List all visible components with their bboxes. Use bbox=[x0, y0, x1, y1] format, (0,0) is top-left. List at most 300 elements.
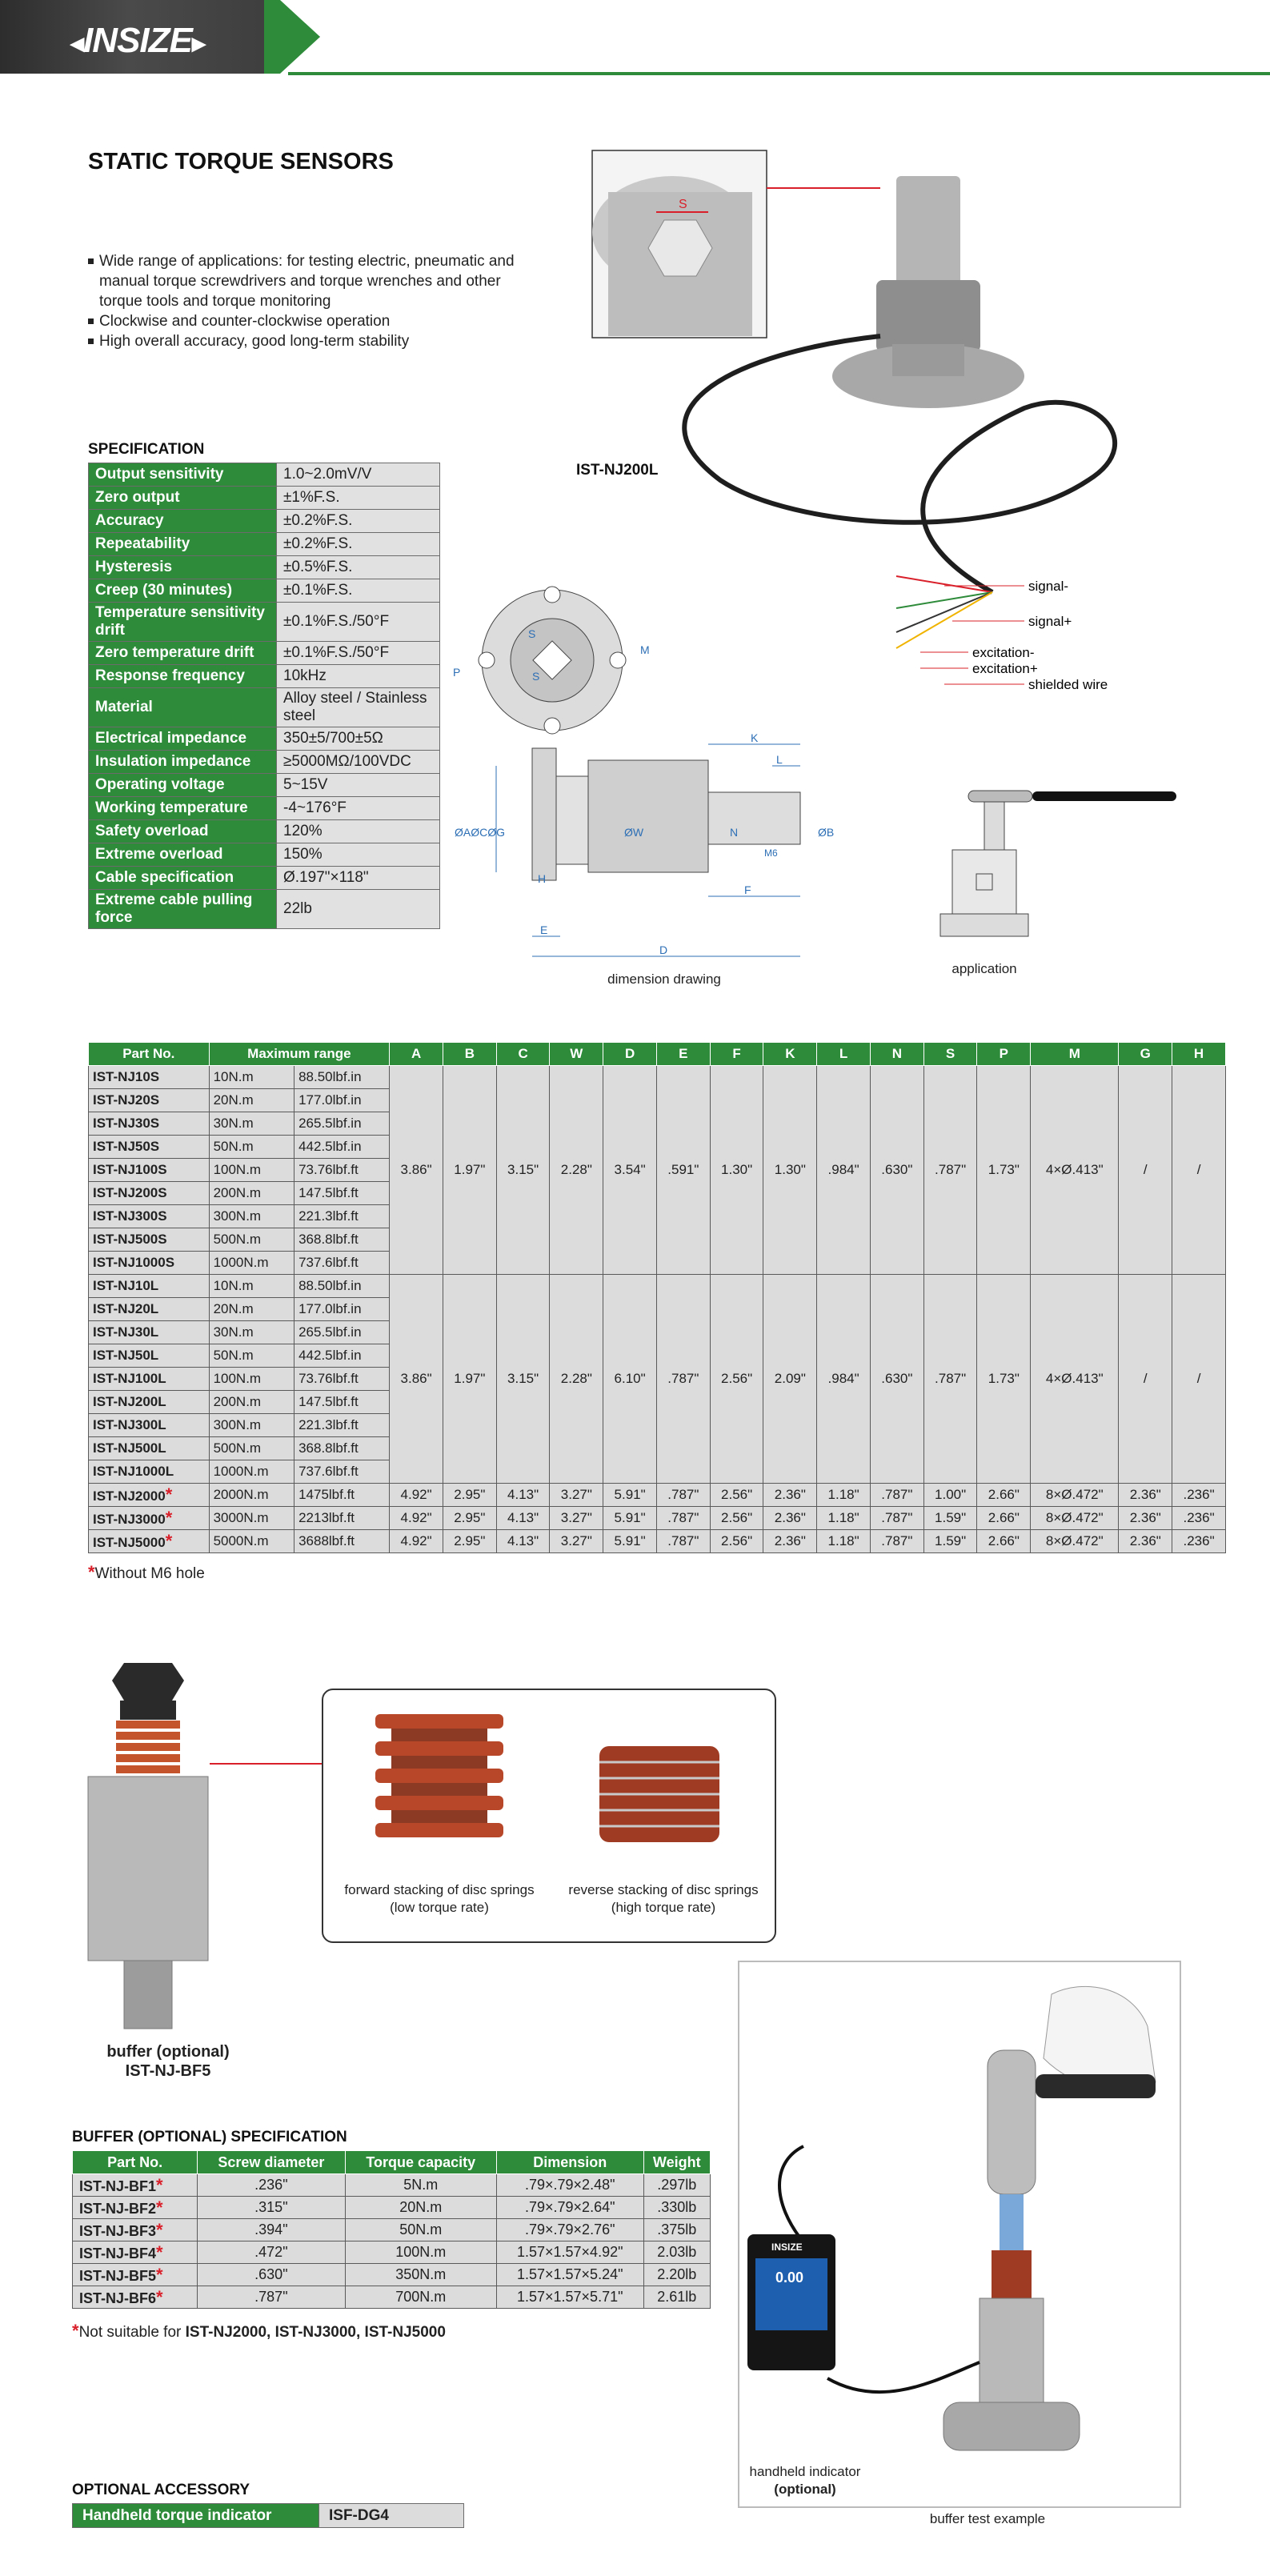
value-cell: 1475lbf.ft bbox=[294, 1484, 390, 1507]
spec-key: Material bbox=[89, 688, 277, 727]
part-number: IST-NJ1000L bbox=[89, 1460, 210, 1484]
range-nm: 10N.m bbox=[209, 1066, 294, 1089]
dimension-cell: 3.15" bbox=[496, 1066, 550, 1275]
value-cell: 2.36" bbox=[763, 1507, 817, 1530]
value-cell: 4.92" bbox=[390, 1484, 443, 1507]
part-number: IST-NJ1000S bbox=[89, 1252, 210, 1275]
value-cell: 5.91" bbox=[603, 1507, 657, 1530]
dim-label-k: K bbox=[751, 731, 759, 744]
parts-header-cell: K bbox=[763, 1043, 817, 1066]
spec-value: -4~176°F bbox=[277, 797, 440, 820]
dimension-cell: .787" bbox=[656, 1275, 710, 1484]
buffer-test-example bbox=[738, 1961, 1181, 2526]
dim-label-f: F bbox=[744, 883, 751, 896]
range-nm: 100N.m bbox=[209, 1159, 294, 1182]
dim-label-m: M bbox=[640, 643, 650, 656]
value-cell: .787" bbox=[656, 1507, 710, 1530]
part-number bbox=[73, 2241, 198, 2264]
range-nm: 500N.m bbox=[209, 1437, 294, 1460]
range-imperial: 442.5lbf.in bbox=[294, 1136, 390, 1159]
value-cell: 2.36" bbox=[1119, 1530, 1172, 1553]
range-imperial: 73.76lbf.ft bbox=[294, 1368, 390, 1391]
buffer-table bbox=[72, 2150, 711, 2309]
spec-value: 5~15V bbox=[277, 774, 440, 797]
dimension-cell: 1.30" bbox=[710, 1066, 763, 1275]
spec-value: 150% bbox=[277, 843, 440, 867]
value-cell: 3000N.m bbox=[209, 1507, 294, 1530]
value-cell: .79×.79×2.76" bbox=[496, 2219, 643, 2241]
specification-heading: SPECIFICATION bbox=[88, 441, 205, 458]
range-nm: 30N.m bbox=[209, 1112, 294, 1136]
spec-row bbox=[89, 774, 440, 797]
dimension-cell: 2.09" bbox=[763, 1275, 817, 1484]
spec-key: Hysteresis bbox=[89, 556, 277, 579]
value-cell: 1.18" bbox=[817, 1484, 871, 1507]
dim-label-b: ØB bbox=[818, 826, 835, 839]
indicator-brand: INSIZE bbox=[771, 2241, 803, 2253]
wrench-head bbox=[968, 791, 1032, 802]
spec-row bbox=[89, 533, 440, 556]
dimension-cell: 1.73" bbox=[977, 1275, 1031, 1484]
accessory-part: ISF-DG4 bbox=[319, 2504, 464, 2528]
range-imperial: 442.5lbf.in bbox=[294, 1344, 390, 1368]
spec-row bbox=[89, 487, 440, 510]
note-star: * bbox=[156, 2264, 163, 2285]
note-star: * bbox=[156, 2174, 163, 2195]
buffer-callout-line bbox=[210, 1763, 322, 1765]
page-header bbox=[0, 0, 1270, 80]
value-cell: 4.13" bbox=[496, 1507, 550, 1530]
note-star: * bbox=[88, 1562, 95, 1582]
range-nm: 50N.m bbox=[209, 1344, 294, 1368]
spec-value: Ø.197"×118" bbox=[277, 867, 440, 890]
value-cell: 1.59" bbox=[923, 1507, 977, 1530]
buffer-caption-2: IST-NJ-BF5 bbox=[125, 2062, 211, 2080]
header-accent bbox=[264, 0, 320, 74]
value-cell: 5.91" bbox=[603, 1530, 657, 1553]
part-number: IST-NJ50L bbox=[89, 1344, 210, 1368]
value-cell: 1.18" bbox=[817, 1507, 871, 1530]
range-nm: 500N.m bbox=[209, 1228, 294, 1252]
table-row bbox=[73, 2219, 711, 2241]
spec-row bbox=[89, 890, 440, 929]
value-cell: 50N.m bbox=[345, 2219, 496, 2241]
spec-row bbox=[89, 843, 440, 867]
value-cell: .236" bbox=[1172, 1507, 1226, 1530]
wire-excitation-plus: excitation+ bbox=[972, 661, 1038, 676]
range-imperial: 147.5lbf.ft bbox=[294, 1182, 390, 1205]
part-number: IST-NJ50S bbox=[89, 1136, 210, 1159]
part-number bbox=[73, 2174, 198, 2197]
range-nm: 20N.m bbox=[209, 1089, 294, 1112]
spec-key: Safety overload bbox=[89, 820, 277, 843]
spec-key: Output sensitivity bbox=[89, 463, 277, 487]
spec-value: ≥5000MΩ/100VDC bbox=[277, 751, 440, 774]
spec-row bbox=[89, 463, 440, 487]
range-imperial: 177.0lbf.in bbox=[294, 1298, 390, 1321]
buffer-body bbox=[88, 1777, 208, 1961]
value-cell: .79×.79×2.64" bbox=[496, 2197, 643, 2219]
value-cell: .787" bbox=[870, 1530, 923, 1553]
value-cell: 2.95" bbox=[443, 1484, 496, 1507]
spec-row bbox=[89, 688, 440, 727]
value-cell: .787" bbox=[870, 1507, 923, 1530]
note-star: * bbox=[156, 2219, 163, 2240]
parts-header-cell: Maximum range bbox=[209, 1043, 390, 1066]
parts-header-cell: Part No. bbox=[89, 1043, 210, 1066]
spec-value: ±0.2%F.S. bbox=[277, 533, 440, 556]
spec-value: 22lb bbox=[277, 890, 440, 929]
parts-header-cell: P bbox=[977, 1043, 1031, 1066]
dimension-cell: 2.56" bbox=[710, 1275, 763, 1484]
part-number: IST-NJ200S bbox=[89, 1182, 210, 1205]
part-number bbox=[73, 2264, 198, 2286]
parts-header-cell: C bbox=[496, 1043, 550, 1066]
specification-table bbox=[88, 463, 440, 929]
spring-stacking-box bbox=[322, 1689, 776, 1943]
range-imperial: 221.3lbf.ft bbox=[294, 1205, 390, 1228]
test-sensor bbox=[980, 2298, 1044, 2402]
part-number: IST-NJ300L bbox=[89, 1414, 210, 1437]
feature-list bbox=[91, 251, 539, 351]
table-row bbox=[89, 1484, 1226, 1507]
dimension-cell: 3.86" bbox=[390, 1275, 443, 1484]
spec-key: Electrical impedance bbox=[89, 727, 277, 751]
value-cell: 4.92" bbox=[390, 1530, 443, 1553]
parts-header-cell: W bbox=[550, 1043, 603, 1066]
dim-label-w: ØW bbox=[624, 826, 644, 839]
table-row bbox=[73, 2286, 711, 2309]
dimension-cell: 3.54" bbox=[603, 1066, 657, 1275]
part-number-text: IST-NJ-BF2 bbox=[79, 2200, 157, 2217]
range-imperial: 368.8lbf.ft bbox=[294, 1228, 390, 1252]
value-cell: 100N.m bbox=[345, 2241, 496, 2264]
range-imperial: 177.0lbf.in bbox=[294, 1089, 390, 1112]
side-flange bbox=[532, 748, 556, 880]
dim-label-s: S bbox=[528, 627, 536, 640]
parts-header-cell: H bbox=[1172, 1043, 1226, 1066]
spec-row bbox=[89, 797, 440, 820]
buffer-header-cell: Torque capacity bbox=[345, 2151, 496, 2174]
spec-value: Alloy steel / Stainless steel bbox=[277, 688, 440, 727]
part-number-text: IST-NJ-BF5 bbox=[79, 2267, 157, 2284]
part-number-text: IST-NJ3000 bbox=[93, 1512, 166, 1527]
table-row bbox=[89, 1275, 1226, 1298]
reverse-caption-2: (high torque rate) bbox=[611, 1900, 716, 1915]
part-number bbox=[73, 2286, 198, 2309]
dimension-cell: 1.30" bbox=[763, 1066, 817, 1275]
value-cell: 2.56" bbox=[710, 1530, 763, 1553]
value-cell: 8×Ø.472" bbox=[1031, 1484, 1119, 1507]
screwdriver bbox=[988, 2050, 1036, 2194]
spec-key: Accuracy bbox=[89, 510, 277, 533]
dimension-cell: 3.15" bbox=[496, 1275, 550, 1484]
part-number: IST-NJ10L bbox=[89, 1275, 210, 1298]
value-cell: 350N.m bbox=[345, 2264, 496, 2286]
table-row bbox=[73, 2264, 711, 2286]
parts-header-cell: N bbox=[870, 1043, 923, 1066]
value-cell: 5000N.m bbox=[209, 1530, 294, 1553]
spec-key: Extreme overload bbox=[89, 843, 277, 867]
spec-value: ±1%F.S. bbox=[277, 487, 440, 510]
buffer-image bbox=[84, 1657, 212, 2037]
side-shaft bbox=[708, 792, 800, 844]
indicator-reading: 0.00 bbox=[775, 2270, 804, 2286]
value-cell: 1.59" bbox=[923, 1530, 977, 1553]
part-number-text: IST-NJ-BF4 bbox=[79, 2245, 157, 2262]
value-cell: 2.95" bbox=[443, 1507, 496, 1530]
table-row bbox=[89, 1530, 1226, 1553]
forward-caption-2: (low torque rate) bbox=[390, 1900, 489, 1915]
part-number bbox=[89, 1484, 210, 1507]
value-cell: .787" bbox=[198, 2286, 345, 2309]
value-cell: .630" bbox=[198, 2264, 345, 2286]
wire-excitation-minus: excitation- bbox=[972, 645, 1035, 660]
spec-row bbox=[89, 727, 440, 751]
value-cell: 3688lbf.ft bbox=[294, 1530, 390, 1553]
spec-value: ±0.5%F.S. bbox=[277, 556, 440, 579]
parts-table bbox=[88, 1042, 1226, 1553]
test-example-caption: buffer test example bbox=[929, 2511, 1046, 2526]
value-cell: 2.66" bbox=[977, 1507, 1031, 1530]
wire-signal-minus: signal- bbox=[1028, 579, 1069, 594]
part-number-text: IST-NJ5000 bbox=[93, 1535, 166, 1550]
dimension-cell: / bbox=[1172, 1066, 1226, 1275]
range-imperial: 88.50lbf.in bbox=[294, 1066, 390, 1089]
parts-header-cell: L bbox=[817, 1043, 871, 1066]
svg-text:S: S bbox=[532, 670, 540, 683]
value-cell: 1.57×1.57×5.24" bbox=[496, 2264, 643, 2286]
buffer-caption-1: buffer (optional) bbox=[106, 2043, 230, 2061]
note-star: * bbox=[165, 1531, 173, 1551]
table-row bbox=[73, 2174, 711, 2197]
range-imperial: 368.8lbf.ft bbox=[294, 1437, 390, 1460]
value-cell: 2.36" bbox=[763, 1530, 817, 1553]
spec-value: ±0.1%F.S./50°F bbox=[277, 642, 440, 665]
value-cell: 2.36" bbox=[1119, 1507, 1172, 1530]
dim-label-l: L bbox=[776, 753, 783, 766]
dimension-cell: .787" bbox=[923, 1275, 977, 1484]
part-number-text: IST-NJ-BF1 bbox=[79, 2177, 157, 2194]
part-number-text: IST-NJ-BF6 bbox=[79, 2290, 157, 2306]
part-number: IST-NJ30S bbox=[89, 1112, 210, 1136]
value-cell: 2000N.m bbox=[209, 1484, 294, 1507]
spec-row bbox=[89, 579, 440, 603]
dimension-cell: / bbox=[1119, 1275, 1172, 1484]
parts-header-cell: S bbox=[923, 1043, 977, 1066]
accessory-name: Handheld torque indicator bbox=[73, 2504, 319, 2528]
dimension-cell: 2.28" bbox=[550, 1275, 603, 1484]
value-cell: 20N.m bbox=[345, 2197, 496, 2219]
value-cell: 2.56" bbox=[710, 1484, 763, 1507]
value-cell: 2213lbf.ft bbox=[294, 1507, 390, 1530]
value-cell: 2.36" bbox=[763, 1484, 817, 1507]
dim-label-h: H bbox=[538, 872, 547, 885]
spec-value: 350±5/700±5Ω bbox=[277, 727, 440, 751]
part-number: IST-NJ300S bbox=[89, 1205, 210, 1228]
value-cell: 4.92" bbox=[390, 1507, 443, 1530]
dimension-cell: 4×Ø.413" bbox=[1031, 1275, 1119, 1484]
wire-signal-plus: signal+ bbox=[1028, 614, 1072, 629]
range-imperial: 737.6lbf.ft bbox=[294, 1252, 390, 1275]
range-imperial: 147.5lbf.ft bbox=[294, 1391, 390, 1414]
value-cell: 3.27" bbox=[550, 1484, 603, 1507]
spec-key: Creep (30 minutes) bbox=[89, 579, 277, 603]
accessory-heading: OPTIONAL ACCESSORY bbox=[72, 2482, 250, 2498]
dimension-cell: .787" bbox=[923, 1066, 977, 1275]
value-cell: 2.03lb bbox=[643, 2241, 710, 2264]
spec-value: 1.0~2.0mV/V bbox=[277, 463, 440, 487]
part-number bbox=[73, 2197, 198, 2219]
dimension-cell: .630" bbox=[870, 1066, 923, 1275]
dimension-cell: .984" bbox=[817, 1275, 871, 1484]
test-setup-image bbox=[739, 1962, 1180, 2506]
range-nm: 50N.m bbox=[209, 1136, 294, 1159]
value-cell: .375lb bbox=[643, 2219, 710, 2241]
range-imperial: 73.76lbf.ft bbox=[294, 1159, 390, 1182]
value-cell: 3.27" bbox=[550, 1507, 603, 1530]
dimension-cell: 1.73" bbox=[977, 1066, 1031, 1275]
accessory-table bbox=[72, 2503, 464, 2528]
range-nm: 300N.m bbox=[209, 1205, 294, 1228]
parts-header-cell: B bbox=[443, 1043, 496, 1066]
note-star: * bbox=[156, 2286, 163, 2307]
range-nm: 300N.m bbox=[209, 1414, 294, 1437]
spec-key: Insulation impedance bbox=[89, 751, 277, 774]
range-imperial: 88.50lbf.in bbox=[294, 1275, 390, 1298]
dimension-drawing bbox=[448, 580, 835, 988]
value-cell: .787" bbox=[656, 1530, 710, 1553]
parts-note: *Without M6 hole bbox=[88, 1562, 205, 1582]
value-cell: .297lb bbox=[643, 2174, 710, 2197]
table-row bbox=[73, 2197, 711, 2219]
value-cell: 1.18" bbox=[817, 1530, 871, 1553]
range-imperial: 737.6lbf.ft bbox=[294, 1460, 390, 1484]
wrench-handle bbox=[1032, 791, 1176, 801]
part-number: IST-NJ200L bbox=[89, 1391, 210, 1414]
note-star: * bbox=[165, 1508, 173, 1528]
dimension-cell: / bbox=[1119, 1066, 1172, 1275]
buffer-nut bbox=[112, 1663, 184, 1701]
range-nm: 200N.m bbox=[209, 1182, 294, 1205]
dim-label-p: P bbox=[453, 666, 461, 679]
table-row bbox=[89, 1066, 1226, 1089]
dimension-cell: .630" bbox=[870, 1275, 923, 1484]
value-cell: 1.00" bbox=[923, 1484, 977, 1507]
part-number bbox=[89, 1530, 210, 1553]
drawing-caption: dimension drawing bbox=[607, 972, 721, 987]
dimension-cell: / bbox=[1172, 1275, 1226, 1484]
value-cell: 2.66" bbox=[977, 1530, 1031, 1553]
dim-label-d: D bbox=[659, 943, 668, 956]
spec-key: Extreme cable pulling force bbox=[89, 890, 277, 929]
forward-stack-image bbox=[359, 1706, 519, 1850]
dim-label-m6: M6 bbox=[764, 847, 778, 859]
dimension-cell: .984" bbox=[817, 1066, 871, 1275]
value-cell: 5N.m bbox=[345, 2174, 496, 2197]
spec-row bbox=[89, 642, 440, 665]
buffer-header-cell: Dimension bbox=[496, 2151, 643, 2174]
range-nm: 10N.m bbox=[209, 1275, 294, 1298]
dimension-cell: 1.97" bbox=[443, 1275, 496, 1484]
value-cell: 2.95" bbox=[443, 1530, 496, 1553]
wire-shielded: shielded wire bbox=[1028, 677, 1108, 692]
part-number bbox=[73, 2219, 198, 2241]
value-cell: .236" bbox=[198, 2174, 345, 2197]
range-nm: 30N.m bbox=[209, 1321, 294, 1344]
value-cell: .394" bbox=[198, 2219, 345, 2241]
spec-row bbox=[89, 665, 440, 688]
part-number: IST-NJ100S bbox=[89, 1159, 210, 1182]
buffer-header-cell: Part No. bbox=[73, 2151, 198, 2174]
part-number-text: IST-NJ-BF3 bbox=[79, 2222, 157, 2239]
value-cell: 2.66" bbox=[977, 1484, 1031, 1507]
table-row bbox=[89, 1507, 1226, 1530]
brand-logo: ◂INSIZE▸ bbox=[70, 21, 205, 60]
range-nm: 1000N.m bbox=[209, 1252, 294, 1275]
spec-value: ±0.2%F.S. bbox=[277, 510, 440, 533]
value-cell: 2.36" bbox=[1119, 1484, 1172, 1507]
reverse-caption-1: reverse stacking of disc springs bbox=[568, 1882, 759, 1897]
spec-value: 120% bbox=[277, 820, 440, 843]
parts-header-cell: A bbox=[390, 1043, 443, 1066]
detail-label: S bbox=[679, 198, 687, 211]
value-cell: .330lb bbox=[643, 2197, 710, 2219]
value-cell: 4.13" bbox=[496, 1484, 550, 1507]
spec-value: 10kHz bbox=[277, 665, 440, 688]
value-cell: .472" bbox=[198, 2241, 345, 2264]
value-cell: 1.57×1.57×5.71" bbox=[496, 2286, 643, 2309]
sensor-shaft bbox=[896, 176, 960, 288]
spec-value: ±0.1%F.S. bbox=[277, 579, 440, 603]
value-cell: .79×.79×2.48" bbox=[496, 2174, 643, 2197]
spec-key: Cable specification bbox=[89, 867, 277, 890]
buffer-header-cell: Weight bbox=[643, 2151, 710, 2174]
value-cell: 5.91" bbox=[603, 1484, 657, 1507]
page-title: STATIC TORQUE SENSORS bbox=[88, 149, 394, 174]
spec-key: Zero output bbox=[89, 487, 277, 510]
dimension-cell: 4×Ø.413" bbox=[1031, 1066, 1119, 1275]
value-cell: .315" bbox=[198, 2197, 345, 2219]
reverse-stack-image bbox=[591, 1738, 727, 1850]
application-image bbox=[928, 784, 1184, 952]
part-number: IST-NJ20L bbox=[89, 1298, 210, 1321]
spec-row bbox=[89, 820, 440, 843]
feature-item: Wide range of applications: for testing electric, pneumatic and manual torque screwdrivers and torque wrenches and other torque tools and torque monitoring bbox=[91, 251, 539, 311]
feature-item: High overall accuracy, good long-term stability bbox=[91, 331, 539, 351]
dim-label-e: E bbox=[540, 923, 548, 936]
value-cell: .787" bbox=[870, 1484, 923, 1507]
spec-row bbox=[89, 603, 440, 642]
header-rule bbox=[288, 72, 1270, 75]
note-star: * bbox=[165, 1484, 173, 1504]
parts-header-cell: F bbox=[710, 1043, 763, 1066]
part-number: IST-NJ500S bbox=[89, 1228, 210, 1252]
value-cell: 700N.m bbox=[345, 2286, 496, 2309]
range-nm: 200N.m bbox=[209, 1391, 294, 1414]
value-cell: 2.56" bbox=[710, 1507, 763, 1530]
part-number: IST-NJ100L bbox=[89, 1368, 210, 1391]
value-cell: .787" bbox=[656, 1484, 710, 1507]
forward-caption-1: forward stacking of disc springs bbox=[344, 1882, 535, 1897]
indicator-caption-1: handheld indicator bbox=[749, 2464, 861, 2479]
spec-key: Operating voltage bbox=[89, 774, 277, 797]
dim-label-n: N bbox=[730, 826, 739, 839]
value-cell: 1.57×1.57×4.92" bbox=[496, 2241, 643, 2264]
parts-header-cell: G bbox=[1119, 1043, 1172, 1066]
accessory-row bbox=[73, 2504, 464, 2528]
dimension-cell: .591" bbox=[656, 1066, 710, 1275]
